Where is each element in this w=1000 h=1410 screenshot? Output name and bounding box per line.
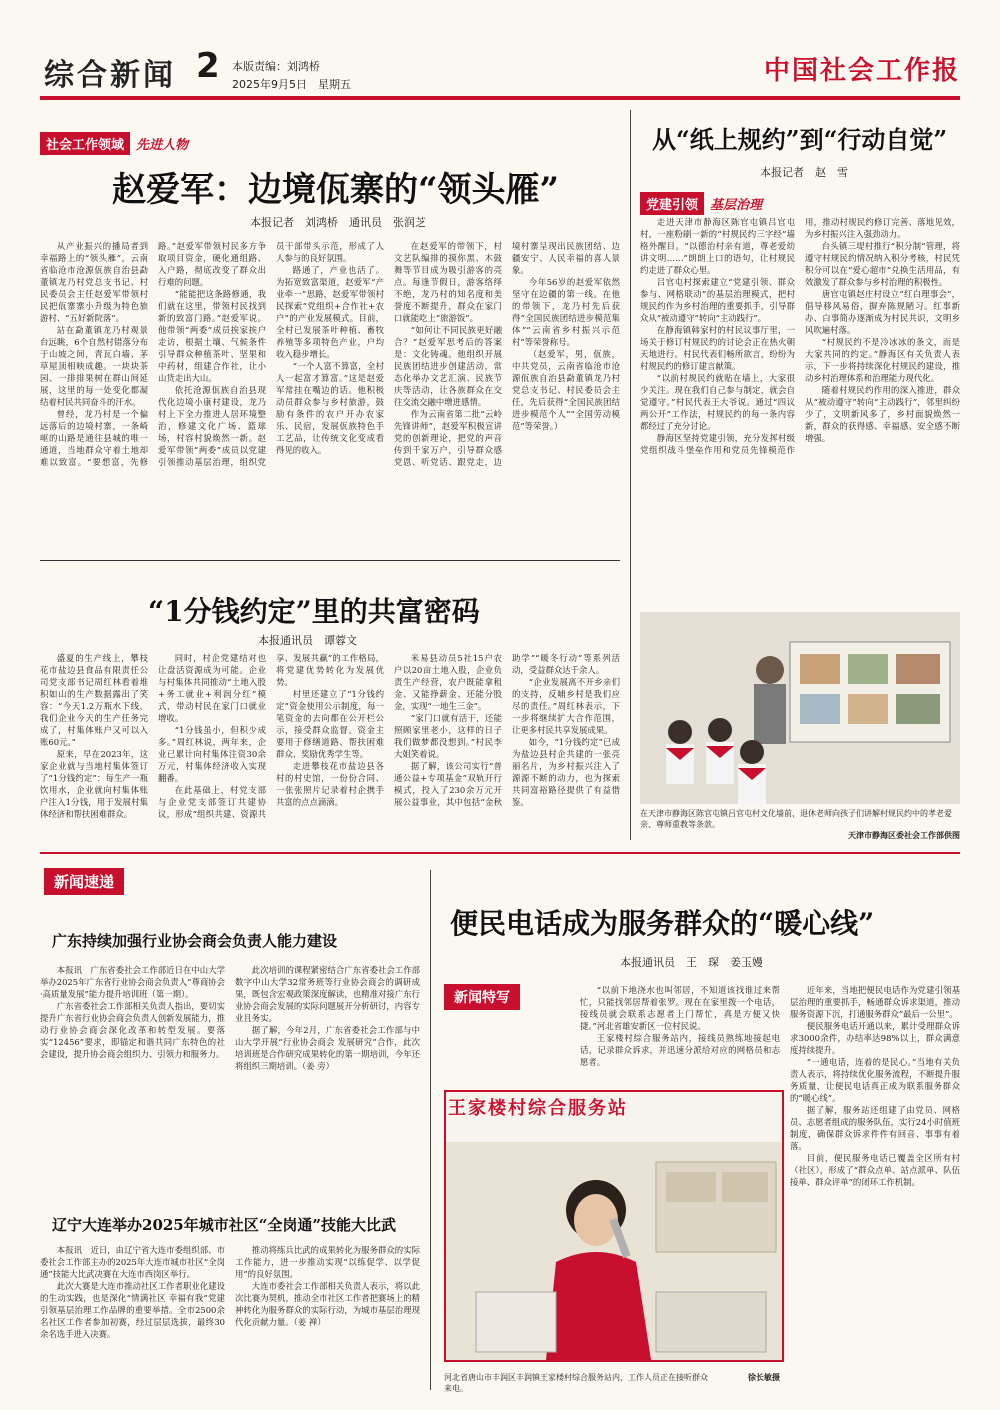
station-sign: 王家楼村综合服务站 xyxy=(448,1098,628,1119)
brief2-paragraph: 此次大赛是大连市推动社区工作者职业化建设的生动实践，也是深化“情满社区 幸福有我”党建引领基层治理工作品牌的重要举措。全市2500余名社区工作者参加初赛，经过层层选拔，最终30余名选手进入决赛。 xyxy=(40,1281,225,1339)
article1-paragraph: 路通了，产业也活了。为拓宽致富渠道，赵爱军“产业牵一”思路，赵爱军带领村民探索“党组织+合作社+农户”的产业发展模式。目前，全村已发展茶叶种植、畜牧养殖等多项特色产业，户均收入稳步增长。 xyxy=(276,265,384,359)
article2-paragraph: 走进天津市静海区陈官屯镇吕官屯村，一座粉刷一新的“村规民约三字经”墙格外醒目。“以德治村亲有道，尊老爱幼讲文明……”朗朗上口的语句，让村规民约走进了群众心里。 xyxy=(640,217,795,275)
article1-paragraph: （赵爱军，男，佤族，中共党员，云南省临沧市沧源佤族自治县勐董镇龙乃村党总支书记、村民委员会主任，先后获得“全国民族团结进步模范个人”“全国劳动模范”等荣誉。） xyxy=(512,349,620,431)
article1-paragraph: 作为云南省第二批“云岭先锋讲师”，赵爱军积极宣讲党的创新理论，把党的声音传到千家万户，引导群众感党恩、听党话、跟党走，边境村寨呈现出民族团结、边疆安宁、人民幸福的喜人景象。 xyxy=(394,241,620,467)
article3-paragraph: “1分钱虽小，但积少成多。”周红林说，两年来，企业已累计向村集体注资30余万元，村集体经济收入实现翻番。 xyxy=(158,725,266,783)
article4-body-top xyxy=(580,984,780,1084)
brief2-paragraph: 本报讯 近日，由辽宁省大连市委组织部、市委社会工作部主办的2025年大连市城市社区“全岗通”技能大比武决赛在大连市西岗区举行。 xyxy=(40,1245,225,1279)
brief2-paragraph: 推动将练兵比武的成果转化为服务群众的实际工作能力，进一步推动实现“以练促学、以学促用”的良好氛围。 xyxy=(235,1245,420,1279)
article4-photo-caption: 河北省唐山市丰润区丰润镇王家楼村综合服务站内，工作人员正在接听群众来电。 xyxy=(444,1373,708,1393)
article2-tag-sub: 基层治理 xyxy=(710,198,763,213)
article1-tag xyxy=(40,132,194,155)
article4-paragraph: 王家楼村综合服务站内，接线员熟练地接起电话，记录群众诉求，并迅速分派给对应的网格员和志愿者。 xyxy=(580,1033,780,1067)
article1-tag-sub: 先进人物 xyxy=(136,138,189,153)
service-station-illustration xyxy=(446,1092,782,1360)
article3-body xyxy=(40,652,620,838)
article1-paragraph: 从产业振兴的播局者到幸福路上的“领头雁”，云南省临沧市沧源佤族自治县勐董镇龙乃村党总支书记、村民委员会主任赵爱军带领村民把佤寨寨小升级为特色旅游村、“五好新院落”。 xyxy=(40,241,148,323)
article2-title: 从“纸上规约”到“行动自觉” xyxy=(652,125,948,154)
article1-paragraph: “能能把这条路修通，我们就在这里，带领村民找到新的致富门路。”赵爱军说。他带领“两委”成员挨家挨户走访，根据土壤、气候条件引导群众种植茶叶、坚果和中药材，组建合作社，让小山货走出大山。 xyxy=(158,289,266,383)
article4-paragraph: 据了解，服务站还组建了由党员、网格员、志愿者组成的服务队伍，实行24小时值班制度，确保群众诉求件件有回音、事事有着落。 xyxy=(790,1105,960,1151)
article2-tag-main: 党建引领 xyxy=(640,192,704,215)
article3-paragraph: 盛夏的生产线上，攀枝花市盐边县食品有限责任公司党支部书记周红林看着堆积如山的生产数据露出了笑容：“今天1.2万瓶水下线，我们企业今天的生产任务完成了，村集体账户又可以入账60元。” xyxy=(40,653,148,747)
brief1-paragraph: 据了解，今年2月，广东省委社会工作部与中山大学开展“行业协会商会 发展研究”合作，此次培训班是合作研究成果转化的第一期培训，今年还将组织三期培训。（姜 旁） xyxy=(235,1025,420,1071)
article3-byline: 本报通讯员 谭蓉文 xyxy=(258,634,357,647)
article1-paragraph: “一个人富不算富，全村人一起富才算富。”这是赵爱军常挂在嘴边的话。他积极动员群众参与乡村旅游，鼓励有条件的农户开办农家乐、民宿，发展佤族特色手工艺品，让传统文化变成看得见的收入。 xyxy=(276,361,384,455)
article3-paragraph: 据了解，该公司实行“普通公益+专项基金”双轨开行模式，投入了230余万元开展公益事业，其中包括“金秋助学”“暖冬行动”等系列活动，受益群众达千余人。 xyxy=(394,653,620,807)
article2-photo xyxy=(640,612,960,804)
article2-photo-credit: 天津市静海区委社会工作部供图 xyxy=(848,831,960,840)
page-editor: 本版责编：刘鸿桥 xyxy=(232,60,320,73)
article2-paragraph: “村规民约不是冷冰冰的条文，而是大家共同的约定。”静海区有关负责人表示，下一步将持续深化村规民约建设，推动乡村治理体系和治理能力现代化。 xyxy=(805,337,960,383)
article4-paragraph: 目前，便民服务电话已覆盖全区所有村（社区），形成了“群众点单、站点派单、队伍接单、群众评单”的闭环工作机制。 xyxy=(790,1153,960,1187)
brief2-body xyxy=(40,1244,420,1394)
classroom-illustration xyxy=(640,612,960,804)
brief1-title: 广东持续加强行业协会商会负责人能力建设 xyxy=(52,932,338,950)
article1-paragraph: 在赵爱军的带领下，村文艺队编排的摸你黑、木鼓舞等节目成为吸引游客的亮点。每逢节假日，游客络绎不绝，龙乃村的知名度和美誉度不断提升，群众在家门口就能吃上“旅游饭”。 xyxy=(394,241,502,323)
article2-byline: 本报记者 赵 雪 xyxy=(760,166,848,179)
article3-paragraph: 走进攀枝花市盐边县各村的村史馆，一份份合同、一张张照片记录着村企携手共富的点点滴滴。 xyxy=(276,761,384,807)
article2-paragraph: 静海区坚持党建引领，充分发挥村级党组织战斗堡垒作用和党员先锋模范作用，推动村规民约修订完善、落地见效，为乡村振兴注入强劲动力。 xyxy=(640,217,960,455)
article2-body xyxy=(640,216,960,606)
article4-paragraph: “以前下地浇水也叫邻居，不知道该找谁过来帮忙，只能找邻居帮着张罗。现在在家里拨一个电话，接线员就会联系志愿者上门帮忙，真是方便又快捷。”河北省雄安新区一位村民说。 xyxy=(580,985,780,1031)
section-divider xyxy=(40,852,960,854)
brief1-paragraph: 本报讯 广东省委社会工作部近日在中山大学举办2025年广东省行业协会商会负责人“尊商协会·高质量发展”能力提升培训班（第一期）。 xyxy=(40,965,225,999)
brief1-paragraph: 广东省委社会工作部相关负责人指出，要切实提升广东省行业协会商会负责人创新发展能力，推动行业协会商会深化改革和转型发展。要落实“12456”要求，即锚定和谐共同广东特色的社会建设，提升协会商会组织力、引领力和服务力。 xyxy=(40,1001,225,1059)
article2-paragraph: 在静海镇韩家村的村民议事厅里，一场关于修订村规民约的讨论会正在热火朝天地进行。村民代表们畅所欲言，纷纷为村规民约的修订建言献策。 xyxy=(640,325,795,371)
article3-paragraph: “家门口就有活干，还能照顾家里老小，这样的日子我们做梦都没想到。”村民李大姐笑着说。 xyxy=(394,713,502,759)
brief1-paragraph: 此次培训的课程紧密结合广东省委社会工作部数字中山大学32常务班等行业协会商会的调研成果，既包含宏观政策深度解读，也精准对接广东行业协会商会发展的实际问题展开分析研讨，内容专业且务实。 xyxy=(235,965,420,1023)
article2-tag xyxy=(640,192,768,215)
column-divider xyxy=(630,110,631,840)
article4-paragraph: 近年来，当地把便民电话作为党建引领基层治理的重要抓手，畅通群众诉求渠道，推动服务资源下沉，打通服务群众“最后一公里”。 xyxy=(790,985,960,1019)
article4-photo-credit: 徐长敏摄 xyxy=(748,1373,780,1382)
masthead-rule xyxy=(40,96,960,100)
article3-paragraph: 米易县动员5社15户农户以20亩土地入股，企业负责生产经营，农户既能拿租金、又能挣薪金、还能分股金，实现“一地生三金”。 xyxy=(394,653,502,711)
article1-body xyxy=(40,240,620,510)
article3-paragraph: 在此基础上，村党支部与企业党支部签订共建协议，形成“组织共建、资源共享、发展共赢”的工作格局，将党建优势转化为发展优势。 xyxy=(158,653,384,819)
article3-title: “1分钱约定”里的共富密码 xyxy=(148,595,480,628)
article2-paragraph: 随着村规民约作用的深入推进，群众从“被动遵守”转向“主动践行”，邻里纠纷少了，文明新风多了，乡村面貌焕然一新，群众的获得感、幸福感、安全感不断增强。 xyxy=(805,385,960,443)
article3-paragraph: 同时，村企党建结对也让盘活资源成为可能。企业与村集体共同推动“土地入股+务工就业+利润分红”模式，带动村民在家门口就业增收。 xyxy=(158,653,266,723)
article2-paragraph: “以前村规民约就贴在墙上，大家很少关注。现在我们自己参与制定，就会自觉遵守。”村民代表王大爷说。通过“四议两公开”工作法，村规民约的每一条内容都经过了充分讨论。 xyxy=(640,373,795,431)
article2-paragraph: 唐官屯镇赵庄村设立“红白理事会”，倡导移风易俗，摒弃陈规陋习。红事新办、白事简办逐渐成为村民共识，文明乡风吹遍村落。 xyxy=(805,289,960,335)
article3-paragraph: 原来，早在2023年，这家企业就与当地村集体签订了“1分钱约定”：每生产一瓶饮用水，企业就向村集体账户注入1分钱，用于发展村集体经济和帮扶困难群众。 xyxy=(40,749,148,819)
article4-body-right xyxy=(790,984,960,1390)
article3-paragraph: “企业发展离不开乡亲们的支持，反哺乡村是我们应尽的责任。”周红林表示，下一步将继续扩大合作范围，让更多村民共享发展成果。 xyxy=(512,677,620,735)
article1-byline: 本报记者 刘鸿桥 通讯员 张润芝 xyxy=(250,216,426,229)
article2-paragraph: 吕官屯村探索建立“党建引领、群众参与、网格联动”的基层治理模式，把村规民约作为乡村治理的重要抓手，引导群众从“被动遵守”转向“主动践行”。 xyxy=(640,277,795,323)
article2-paragraph: 台头镇三堤村推行“积分制”管理，将遵守村规民约情况纳入积分考核，村民凭积分可以在“爱心超市”兑换生活用品，有效激发了群众参与乡村治理的积极性。 xyxy=(805,241,960,287)
brief2-paragraph: 大连市委社会工作部相关负责人表示，将以此次比赛为契机，推动全市社区工作者把赛场上的精神转化为服务群众的实际行动，为城市基层治理现代化贡献力量。（姜 禅） xyxy=(235,1281,420,1327)
article4-byline: 本报通讯员 王 琛 姜玉嫚 xyxy=(620,956,763,969)
news-brief-tag xyxy=(44,868,124,895)
article4-paragraph: 便民服务电话开通以来，累计受理群众诉求3000余件，办结率达98%以上，群众满意度持续提升。 xyxy=(790,1021,960,1055)
article4-tag-main: 新闻特写 xyxy=(444,984,520,1010)
article4-title: 便民电话成为服务群众的“暖心线” xyxy=(450,907,875,940)
article1-paragraph: 曾经，龙乃村是一个偏远落后的边境村寨，一条崎岖的山路是通往县城的唯一通道，当地群众守着土地却难以致富。“要想富，先修路。”赵爱军带领村民多方争取项目资金，硬化通组路、入户路，彻底改变了群众出行难的问题。 xyxy=(40,241,266,467)
article1-paragraph: “如何让不同民族更好融合？”赵爱军思考后的答案是：文化铸魂。他组织开展民族团结进步创建活动，常态化举办文艺汇演、民族节庆等活动，让各族群众在交往交流交融中增进感情。 xyxy=(394,325,502,407)
article1-paragraph: 依托沧源佤族自治县现代化边境小康村建设，龙乃村上下全力推进人居环境整治，修建文化广场、篮球场，村容村貌焕然一新。赵爱军带领“两委”成员以党建引领推动基层治理，组织党员干部带头示范，形成了人人参与的良好氛围。 xyxy=(158,241,384,467)
page-date: 2025年9月5日 星期五 xyxy=(232,78,351,91)
article1-title: 赵爱军：边境佤寨的“领头雁” xyxy=(112,170,560,210)
page-number: 2 xyxy=(196,46,220,86)
article1-paragraph: 今年56岁的赵爱军依然坚守在边疆的第一线。在他的带领下，龙乃村先后获得“全国民族团结进步模范集体”“云南省乡村振兴示范村”等荣誉称号。 xyxy=(512,277,620,347)
article3-paragraph: 如今，“1分钱约定”已成为盐边县村企共建的一张亮丽名片，为乡村振兴注入了源源不断的动力，也为探索共同富裕路径提供了有益借鉴。 xyxy=(512,737,620,807)
article1-paragraph: 站在勐董镇龙乃村观景台远眺，6个自然村错落分布于山坡之间，青瓦白墙、茅草屋顶相映成趣。一块块茶园、一排排果树在群山间延展，这里的每一处变化都凝结着村民共同奋斗的汗水。 xyxy=(40,325,148,407)
article3-paragraph: 村里还建立了“1分钱约定”资金使用公示制度，每一笔资金的去向都在公开栏公示，接受群众监督。资金主要用于修缮道路、帮扶困难群众、奖励优秀学生等。 xyxy=(276,689,384,759)
article2-photo-caption: 在天津市静海区陈官屯镇吕官屯村文化墙前，退休老师向孩子们讲解村规民约中的孝老爱亲、尊师重教等条款。 xyxy=(640,809,952,829)
section-title: 综合新闻 xyxy=(44,58,176,93)
article1-tag-main: 社会工作领域 xyxy=(40,132,130,155)
article4-tag xyxy=(444,984,520,1010)
brief-divider xyxy=(430,870,431,1390)
article4-paragraph: “一通电话，连着的是民心。”当地有关负责人表示，将持续优化服务流程，不断提升服务质量，让便民电话真正成为联系服务群众的“暖心线”。 xyxy=(790,1057,960,1103)
brief1-body xyxy=(40,964,420,1204)
article4-photo xyxy=(444,1090,784,1362)
news-brief-tag-main: 新闻速递 xyxy=(44,868,124,895)
brief2-title: 辽宁大连举办2025年城市社区“全岗通”技能大比武 xyxy=(52,1216,397,1234)
article1-rule xyxy=(40,560,620,561)
newspaper-brand-logo: 中国社会工作报 xyxy=(763,56,960,86)
